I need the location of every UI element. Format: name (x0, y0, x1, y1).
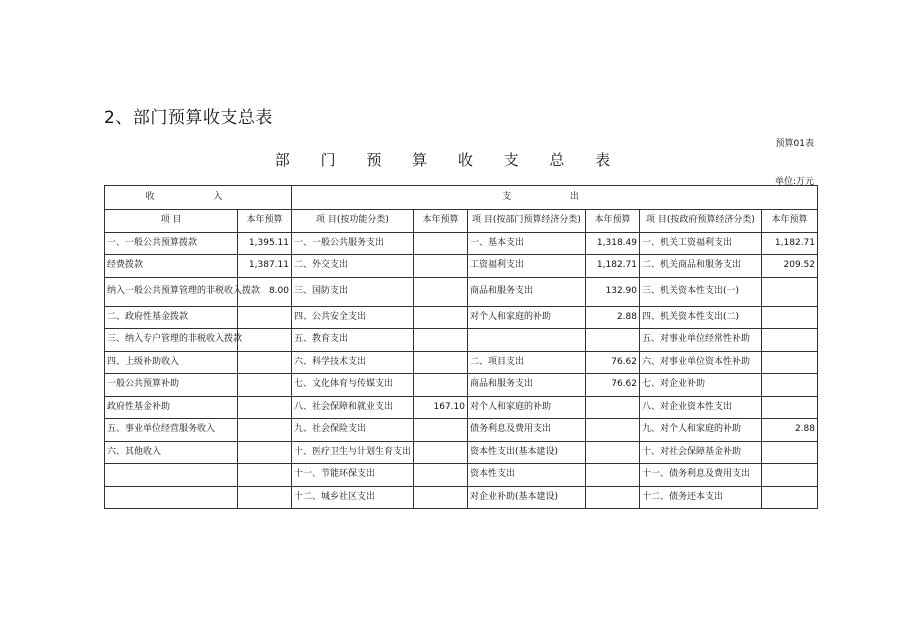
item-cell: 商品和服务支出 (468, 374, 586, 397)
col-header: 项 目(按功能分类) (292, 210, 414, 233)
budget-amount-cell (238, 329, 292, 352)
budget-amount-cell: 167.10 (414, 396, 468, 419)
item-cell: 三、国防支出 (292, 277, 414, 306)
budget-amount-cell (238, 441, 292, 464)
col-header: 项 目(按部门预算经济分类) (468, 210, 586, 233)
item-cell: 资本性支出 (468, 464, 586, 487)
item-cell: 政府性基金补助 (105, 396, 238, 419)
budget-amount-cell (586, 396, 640, 419)
table-row (105, 351, 818, 374)
item-cell: 十二、城乡社区支出 (292, 486, 414, 509)
table-body (105, 232, 818, 509)
budget-amount-cell: 76.62 (586, 351, 640, 374)
table-row (105, 396, 818, 419)
col-header: 本年预算 (762, 210, 818, 233)
item-cell: 资本性支出(基本建设) (468, 441, 586, 464)
table-row (105, 464, 818, 487)
budget-amount-cell (586, 441, 640, 464)
unit-label: 单位:万元 (774, 177, 814, 187)
budget-amount-cell: 1,387.11 (238, 255, 292, 278)
item-cell: 一、一般公共服务支出 (292, 232, 414, 255)
item-cell: 一、一般公共预算拨款 (105, 232, 238, 255)
item-cell: 工资福利支出 (468, 255, 586, 278)
item-cell: 七、对企业补助 (640, 374, 762, 397)
expense-group-header: 支 出 (292, 186, 818, 210)
budget-amount-cell (414, 351, 468, 374)
item-cell: 对个人和家庭的补助 (468, 306, 586, 329)
item-cell: 三、纳入专户管理的非税收入拨款 (105, 329, 238, 352)
budget-amount-cell (762, 374, 818, 397)
budget-amount-cell: 2.88 (586, 306, 640, 329)
item-cell: 六、其他收入 (105, 441, 238, 464)
budget-amount-cell (586, 419, 640, 442)
item-cell: 五、对事业单位经常性补助 (640, 329, 762, 352)
item-cell: 三、机关资本性支出(一) (640, 277, 762, 306)
section-heading: 2、部门预算收支总表 (104, 108, 273, 128)
table-row (105, 232, 818, 255)
item-cell: 四、公共安全支出 (292, 306, 414, 329)
budget-amount-cell: 1,182.71 (586, 255, 640, 278)
budget-amount-cell: 132.90 (586, 277, 640, 306)
item-cell: 二、机关商品和服务支出 (640, 255, 762, 278)
item-cell: 十一、债务利息及费用支出 (640, 464, 762, 487)
budget-amount-cell (762, 486, 818, 509)
table-row (105, 277, 818, 306)
budget-amount-cell (762, 441, 818, 464)
column-header-row (105, 210, 818, 233)
col-header: 本年预算 (238, 210, 292, 233)
item-cell: 九、对个人和家庭的补助 (640, 419, 762, 442)
budget-amount-cell (762, 306, 818, 329)
budget-amount-cell (414, 255, 468, 278)
col-header: 本年预算 (414, 210, 468, 233)
budget-amount-cell: 209.52 (762, 255, 818, 278)
item-cell: 十二、债务还本支出 (640, 486, 762, 509)
item-cell (105, 464, 238, 487)
budget-amount-cell: 1,395.11 (238, 232, 292, 255)
item-cell: 纳入一般公共预算管理的非税收入拨款 (105, 277, 238, 306)
item-cell: 八、社会保障和就业支出 (292, 396, 414, 419)
item-cell: 十、对社会保障基金补助 (640, 441, 762, 464)
item-cell: 九、社会保险支出 (292, 419, 414, 442)
table-row (105, 306, 818, 329)
item-cell: 二、外交支出 (292, 255, 414, 278)
budget-amount-cell: 76.62 (586, 374, 640, 397)
budget-amount-cell (414, 277, 468, 306)
item-cell: 二、项目支出 (468, 351, 586, 374)
item-cell: 对个人和家庭的补助 (468, 396, 586, 419)
group-header-row (105, 186, 818, 210)
budget-amount-cell (414, 441, 468, 464)
budget-amount-cell: 2.88 (762, 419, 818, 442)
table-row (105, 419, 818, 442)
budget-amount-cell (414, 464, 468, 487)
budget-amount-cell (238, 396, 292, 419)
item-cell: 六、科学技术支出 (292, 351, 414, 374)
item-cell: 债务利息及费用支出 (468, 419, 586, 442)
budget-amount-cell (414, 232, 468, 255)
budget-amount-cell (414, 374, 468, 397)
table-row (105, 255, 818, 278)
item-cell (105, 486, 238, 509)
table-row (105, 441, 818, 464)
budget-amount-cell (414, 419, 468, 442)
budget-amount-cell (762, 396, 818, 419)
budget-amount-cell (762, 351, 818, 374)
budget-amount-cell: 8.00 (238, 277, 292, 306)
item-cell: 二、政府性基金拨款 (105, 306, 238, 329)
budget-amount-cell: 1,182.71 (762, 232, 818, 255)
budget-amount-cell (414, 486, 468, 509)
item-cell: 四、机关资本性支出(二) (640, 306, 762, 329)
item-cell: 七、文化体育与传媒支出 (292, 374, 414, 397)
income-group-header: 收 入 (105, 186, 292, 210)
item-cell: 六、对事业单位资本性补助 (640, 351, 762, 374)
item-cell: 四、上级补助收入 (105, 351, 238, 374)
budget-amount-cell (238, 486, 292, 509)
budget-amount-cell: 1,318.49 (586, 232, 640, 255)
budget-table (104, 185, 818, 509)
table-row (105, 374, 818, 397)
budget-amount-cell (238, 306, 292, 329)
table-title: 部 门 预 算 收 支 总 表 (274, 151, 624, 169)
budget-amount-cell (586, 329, 640, 352)
budget-amount-cell (762, 464, 818, 487)
budget-amount-cell (586, 486, 640, 509)
budget-amount-cell (762, 277, 818, 306)
budget-amount-cell (414, 306, 468, 329)
budget-amount-cell (414, 329, 468, 352)
form-number: 预算01表 (775, 139, 814, 149)
budget-amount-cell (586, 464, 640, 487)
item-cell: 一般公共预算补助 (105, 374, 238, 397)
table-row (105, 486, 818, 509)
budget-amount-cell (762, 329, 818, 352)
item-cell: 一、基本支出 (468, 232, 586, 255)
col-header: 本年预算 (586, 210, 640, 233)
item-cell: 商品和服务支出 (468, 277, 586, 306)
item-cell: 五、事业单位经营服务收入 (105, 419, 238, 442)
budget-amount-cell (238, 419, 292, 442)
item-cell: 八、对企业资本性支出 (640, 396, 762, 419)
item-cell: 五、教育支出 (292, 329, 414, 352)
item-cell: 一、机关工资福利支出 (640, 232, 762, 255)
item-cell: 经费拨款 (105, 255, 238, 278)
item-cell: 十一、节能环保支出 (292, 464, 414, 487)
budget-amount-cell (238, 351, 292, 374)
col-header: 项 目 (105, 210, 238, 233)
item-cell: 十、医疗卫生与计划生育支出 (292, 441, 414, 464)
budget-amount-cell (238, 464, 292, 487)
col-header: 项 目(按政府预算经济分类) (640, 210, 762, 233)
item-cell (468, 329, 586, 352)
budget-amount-cell (238, 374, 292, 397)
table-row (105, 329, 818, 352)
item-cell: 对企业补助(基本建设) (468, 486, 586, 509)
